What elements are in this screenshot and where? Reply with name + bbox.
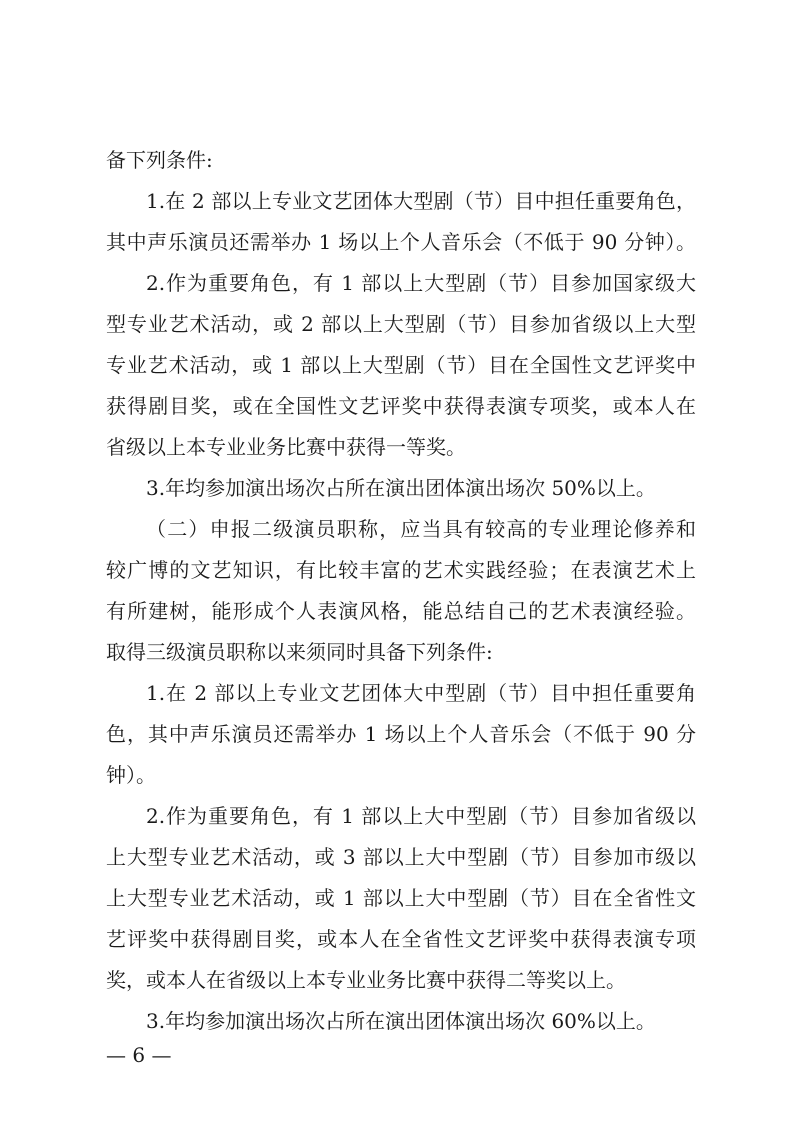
text-line: 省级以上本专业业务比赛中获得一等奖。: [106, 435, 466, 459]
text-line: 获得剧目奖，或在全国性文艺评奖中获得表演专项奖，或本人在: [106, 394, 696, 418]
text-line: 1.在 2 部以上专业文艺团体大型剧（节）目中担任重要角色，: [146, 189, 696, 213]
text-line: 艺评奖中获得剧目奖，或本人在全省性文艺评奖中获得表演专项: [106, 927, 696, 951]
text-line: 上大型专业艺术活动，或 3 部以上大中型剧（节）目参加市级以: [106, 845, 696, 869]
text-line: 较广博的文艺知识，有比较丰富的艺术实践经验；在表演艺术上: [106, 558, 696, 582]
text-line: 3.年均参加演出场次占所在演出团体演出场次 60%以上。: [146, 1009, 656, 1033]
text-line: 3.年均参加演出场次占所在演出团体演出场次 50%以上。: [146, 476, 656, 500]
text-line: 奖，或本人在省级以上本专业业务比赛中获得二等奖以上。: [106, 968, 626, 992]
text-line: 2.作为重要角色，有 1 部以上大中型剧（节）目参加省级以: [146, 804, 696, 828]
text-line: 2.作为重要角色，有 1 部以上大型剧（节）目参加国家级大: [146, 271, 696, 295]
text-line: 专业艺术活动，或 1 部以上大型剧（节）目在全国性文艺评奖中: [106, 353, 696, 377]
text-line: 有所建树，能形成个人表演风格，能总结自己的艺术表演经验。: [106, 599, 696, 623]
text-line: 备下列条件:: [106, 148, 213, 172]
page-number: — 6 —: [106, 1043, 172, 1067]
text-line: 其中声乐演员还需举办 1 场以上个人音乐会（不低于 90 分钟）。: [106, 230, 696, 254]
text-line: （二）申报二级演员职称，应当具有较高的专业理论修养和: [146, 517, 696, 541]
text-line: 色，其中声乐演员还需举办 1 场以上个人音乐会（不低于 90 分: [106, 722, 696, 746]
text-line: 钟）。: [106, 763, 156, 787]
text-line: 取得三级演员职称以来须同时具备下列条件:: [106, 640, 493, 664]
text-line: 上大型专业艺术活动，或 1 部以上大中型剧（节）目在全省性文: [106, 886, 696, 910]
text-line: 1.在 2 部以上专业文艺团体大中型剧（节）目中担任重要角: [146, 681, 696, 705]
text-line: 型专业艺术活动，或 2 部以上大型剧（节）目参加省级以上大型: [106, 312, 696, 336]
